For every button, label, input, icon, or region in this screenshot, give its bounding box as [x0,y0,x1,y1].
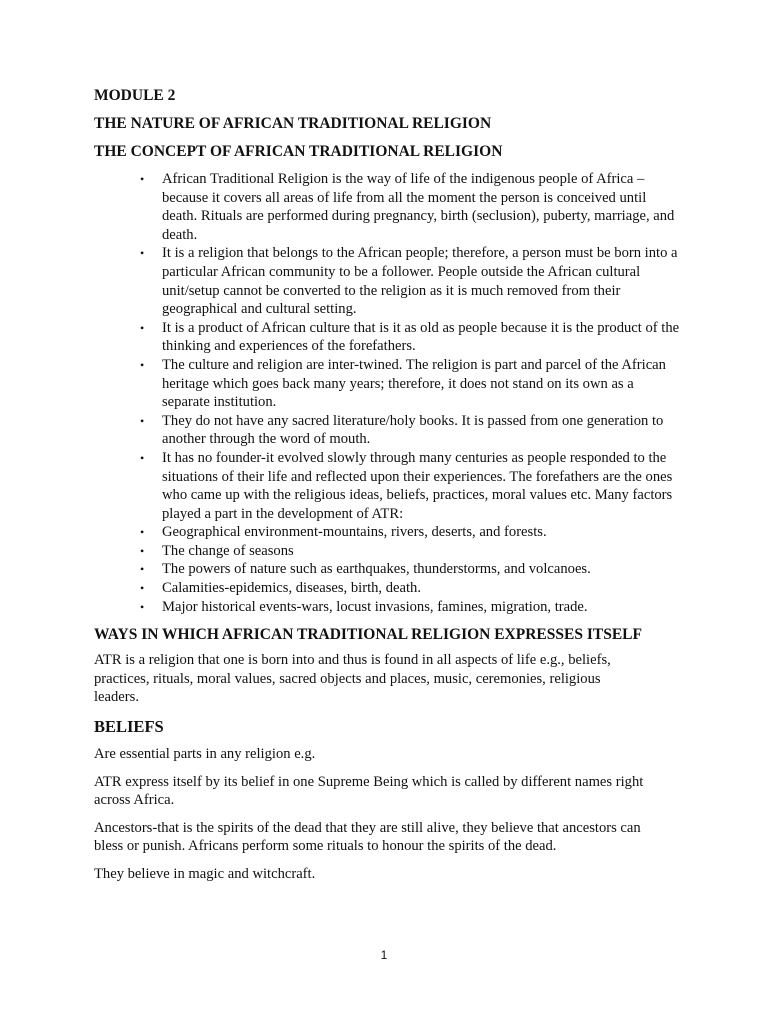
bullet-icon: • [140,413,145,428]
list-item-text: The powers of nature such as earthquakes, thunderstorms, and volcanoes. [162,561,591,578]
page-number: 1 [380,948,388,962]
bullet-icon: • [140,357,145,372]
list-item-text: It is a product of African culture that is it as old as people because it is the product of the thinking and experiences of the forefathers. [162,319,680,355]
beliefs-paragraph: Are essential parts in any religion e.g. [94,746,316,763]
list-item [140,412,684,449]
bullet-icon: • [140,562,145,577]
ways-paragraph: ATR is a religion that one is born into and thus is found in all aspects of life e.g., beliefs, practices, rituals, moral values, sacred objects and places, music, ceremonies, religious leaders. [94,652,611,706]
list-item-text: African Traditional Religion is the way of life of the indigenous people of Africa – because it covers all areas of life from all the moment the person is conceived until death. Rituals are performed during pregnancy, birth (seclusion), puberty, marriage, and death. [162,171,675,243]
list-item-text: The change of seasons [162,542,294,559]
list-item [140,542,684,561]
bullet-icon: • [140,581,145,596]
bullet-icon: • [140,246,145,261]
list-item [140,598,684,617]
list-item [140,170,684,244]
page-title: THE NATURE OF AFRICAN TRADITIONAL RELIGION [94,115,492,132]
list-item [140,244,684,318]
concept-bullet-list [94,170,684,616]
list-item-text: Major historical events-wars, locust invasions, famines, migration, trade. [162,598,588,615]
beliefs-paragraph: They believe in magic and witchcraft. [94,866,316,882]
bullet-icon: • [140,525,145,540]
bullet-icon: • [140,450,145,465]
module-title: MODULE 2 [94,87,176,104]
list-item [140,319,684,356]
list-item-text: It has no founder-it evolved slowly through many centuries as people responded to the situations of their life and reflected upon their experiences. The forefathers are the ones who came up with the religious ideas, beliefs, practices, moral values etc. Many factors played a part in the development of ATR: [162,449,673,522]
list-item-text: They do not have any sacred literature/holy books. It is passed from one generation to another through the word of mouth. [162,412,664,448]
list-item [140,579,684,598]
list-item-text: Geographical environment-mountains, rivers, deserts, and forests. [162,524,547,541]
list-item [140,560,684,579]
list-item [140,523,684,542]
bullet-icon: • [140,320,145,335]
list-item [140,449,684,523]
bullet-icon: • [140,599,145,614]
list-item-text: It is a religion that belongs to the African people; therefore, a person must be born into a particular African community to be a follower. People outside the African cultural unit/setup cannot be converted to the religion as it is much removed from their geographical and cultural setting. [162,245,678,318]
ways-heading: WAYS IN WHICH AFRICAN TRADITIONAL RELIGION EXPRESSES ITSELF [94,626,642,644]
beliefs-paragraph: ATR express itself by its belief in one Supreme Being which is called by different names right across Africa. [94,773,644,809]
section-title: THE CONCEPT OF AFRICAN TRADITIONAL RELIGION [94,143,503,160]
beliefs-heading: BELIEFS [94,717,164,737]
bullet-icon: • [140,172,145,186]
list-item-text: Calamities-epidemics, diseases, birth, death. [162,580,421,597]
document-body [94,86,684,893]
list-item-text: The culture and religion are inter-twined. The religion is part and parcel of the African heritage which goes back many years; therefore, it does not stand on its own as a separate institution. [162,356,666,411]
beliefs-paragraph: Ancestors-that is the spirits of the dead that they are still alive, they believe that ancestors can bless or punish. Africans perform some rituals to honour the spirits of the dead. [94,819,641,855]
list-item [140,356,684,412]
bullet-icon: • [140,543,145,558]
